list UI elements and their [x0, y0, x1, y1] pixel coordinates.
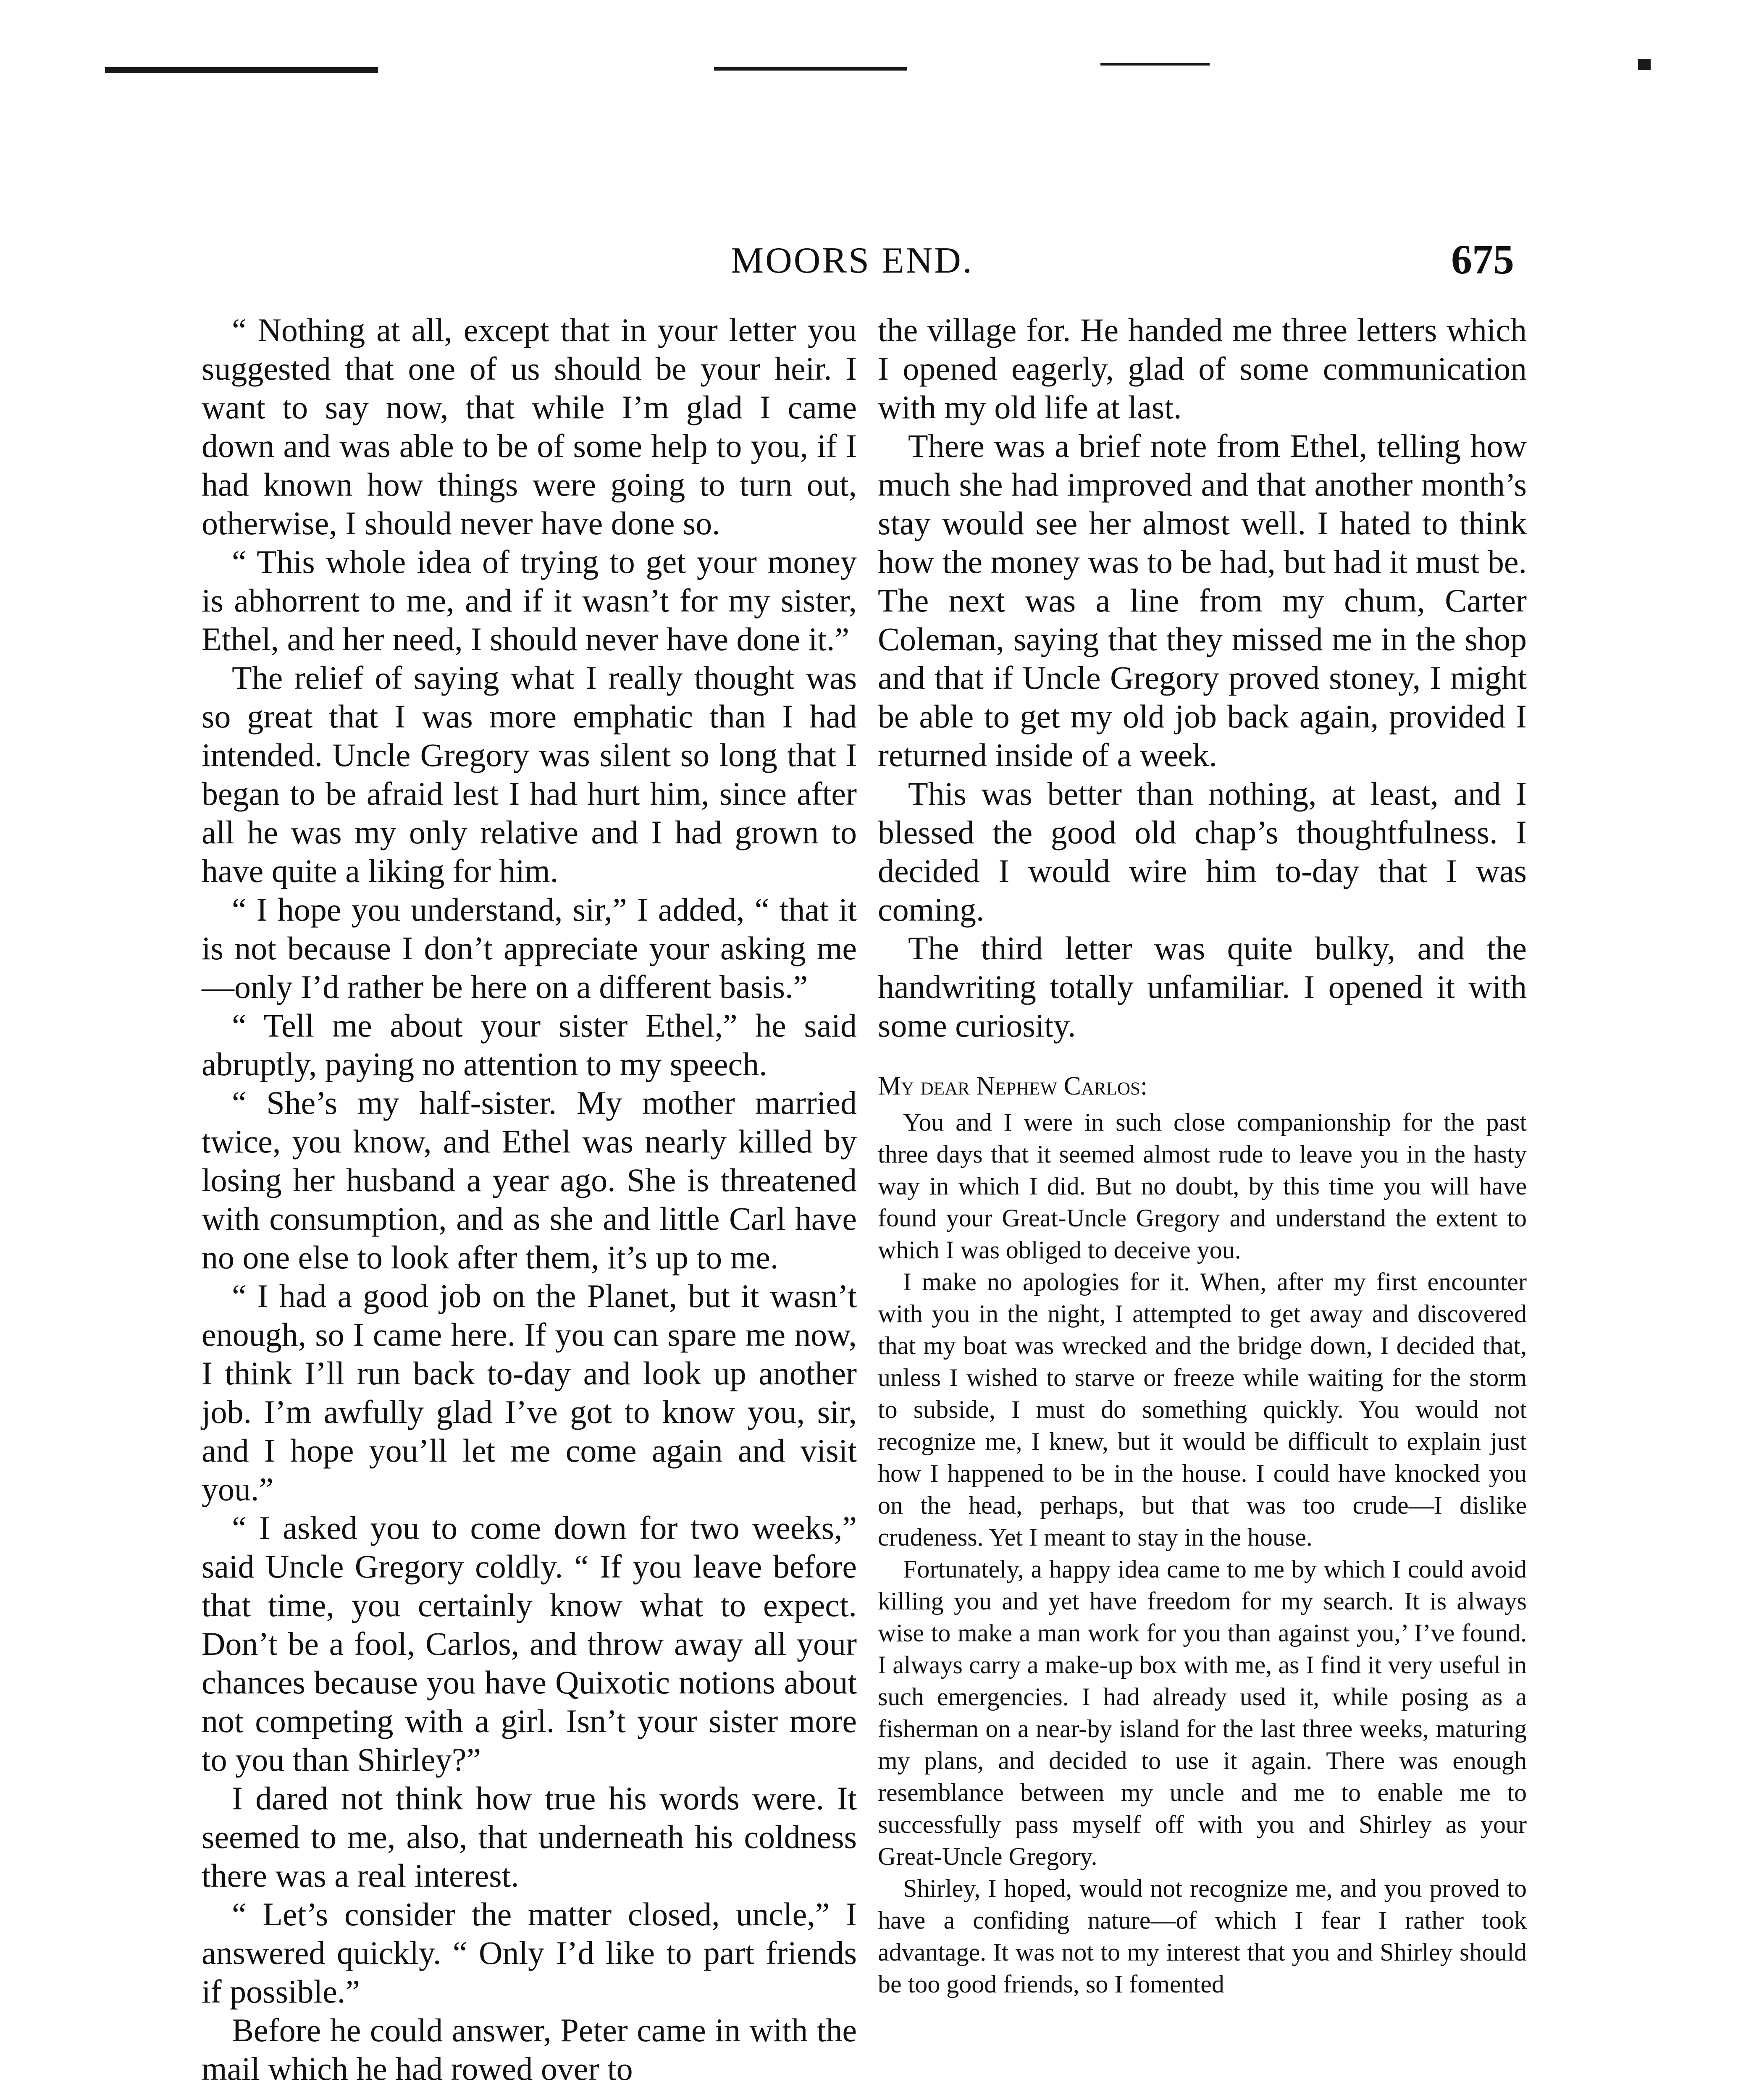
- paragraph: Before he could answer, Peter came in with the mail which he had rowed over to: [202, 2012, 857, 2087]
- paragraph: “ Nothing at all, except that in your letter you suggested that one of us should be your heir. I want to say now, that while I’m glad I came down and was able to be of some help to you, if I had known how things were going to turn out, otherwise, I should never have done so.: [202, 312, 857, 541]
- letter-paragraph: I make no apologies for it. When, after my first encounter with you in the night, I attempted to get away and discovered that my boat was wrecked and the bridge down, I decided that, unless I wished to starve or freeze while waiting for the storm to subside, I must do something quickly. You would not recognize me, I knew, but it would be difficult to explain just how I happened to be in the house. I could have knocked you on the head, perhaps, but that was too crude—I dislike crudeness. Yet I meant to stay in the house.: [878, 1268, 1527, 1551]
- scan-mark: [105, 67, 378, 73]
- paragraph: The third letter was quite bulky, and the handwriting totally unfamiliar. I opened it with some curiosity.: [878, 930, 1527, 1044]
- paragraph: “ I hope you understand, sir,” I added, “ that it is not because I don’t appreciate your asking me—only I’d rather be here on a different basis.”: [202, 891, 857, 1005]
- embedded-letter: [878, 1070, 1527, 2000]
- left-column: [202, 311, 857, 2088]
- page-header: [0, 235, 1738, 298]
- paragraph: “ This whole idea of trying to get your money is abhorrent to me, and if it wasn’t for my sister, Ethel, and her need, I should never have done it.”: [202, 543, 857, 657]
- letter-salutation: My dear Nephew Carlos:: [878, 1072, 1148, 1100]
- letter-paragraph: You and I were in such close companionship for the past three days that it seemed almost rude to leave you in the hasty way in which I did. But no doubt, by this time you will have found your Great-Uncle Gregory and understand the extent to which I was obliged to deceive you.: [878, 1108, 1527, 1264]
- paragraph: The relief of saying what I really thought was so great that I was more emphatic than I had intended. Uncle Gregory was silent so long that I began to be afraid lest I had hurt him, since after all he was my only relative and I had grown to have quite a liking for him.: [202, 659, 857, 889]
- scan-mark: [1100, 63, 1210, 66]
- paragraph: “ I had a good job on the Planet, but it wasn’t enough, so I came here. If you can spare me now, I think I’ll run back to-day and look up another job. I’m awfully glad I’ve got to know you, sir, and I hope you’ll let me come again and visit you.”: [202, 1278, 857, 1507]
- paragraph: I dared not think how true his words were. It seemed to me, also, that underneath his coldness there was a real interest.: [202, 1780, 857, 1894]
- letter-paragraph: Fortunately, a happy idea came to me by which I could avoid killing you and yet have freedom for my search. It is always wise to make a man work for you than against you,’ I’ve found. I always carry a make-up box with me, as I find it very useful in such emergencies. I had already used it, while posing as a fisherman on a near-by island for the last three weeks, maturing my plans, and decided to use it again. There was enough resemblance between my uncle and me to enable me to successfully pass myself off with you and Shirley as your Great-Uncle Gregory.: [878, 1555, 1527, 1870]
- letter-paragraph: Shirley, I hoped, would not recognize me, and you proved to have a confiding nature—of which I fear I rather took advantage. It was not to my interest that you and Shirley should be too good friends, so I fomented: [878, 1874, 1527, 1998]
- right-column: [878, 311, 1527, 2000]
- paragraph: “ Let’s consider the matter closed, uncle,” I answered quickly. “ Only I’d like to part friends if possible.”: [202, 1896, 857, 2010]
- paragraph: This was better than nothing, at least, and I blessed the good old chap’s thoughtfulness. I decided I would wire him to-day that I was coming.: [878, 775, 1527, 928]
- page-number: 675: [1451, 236, 1514, 283]
- paragraph: “ I asked you to come down for two weeks,” said Uncle Gregory coldly. “ If you leave before that time, you certainly know what to expect. Don’t be a fool, Carlos, and throw away all your chances because you have Quixotic notions about not competing with a girl. Isn’t your sister more to you than Shirley?”: [202, 1509, 857, 1778]
- paragraph: “ Tell me about your sister Ethel,” he said abruptly, paying no attention to my speech.: [202, 1007, 857, 1082]
- scan-mark: [714, 67, 907, 71]
- paragraph: There was a brief note from Ethel, telling how much she had improved and that another month’s stay would see her almost well. I hated to think how the money was to be had, but had it must be. The next was a line from my chum, Carter Coleman, saying that they missed me in the shop and that if Uncle Gregory proved stoney, I might be able to get my old job back again, provided I returned inside of a week.: [878, 428, 1527, 773]
- paragraph: the village for. He handed me three letters which I opened eagerly, glad of some communication with my old life at last.: [878, 312, 1527, 425]
- paragraph: “ She’s my half-sister. My mother married twice, you know, and Ethel was nearly killed by losing her husband a year ago. She is threatened with consumption, and as she and little Carl have no one else to look after them, it’s up to me.: [202, 1084, 857, 1276]
- scan-mark: [1638, 59, 1651, 70]
- running-title: MOORS END.: [731, 240, 974, 281]
